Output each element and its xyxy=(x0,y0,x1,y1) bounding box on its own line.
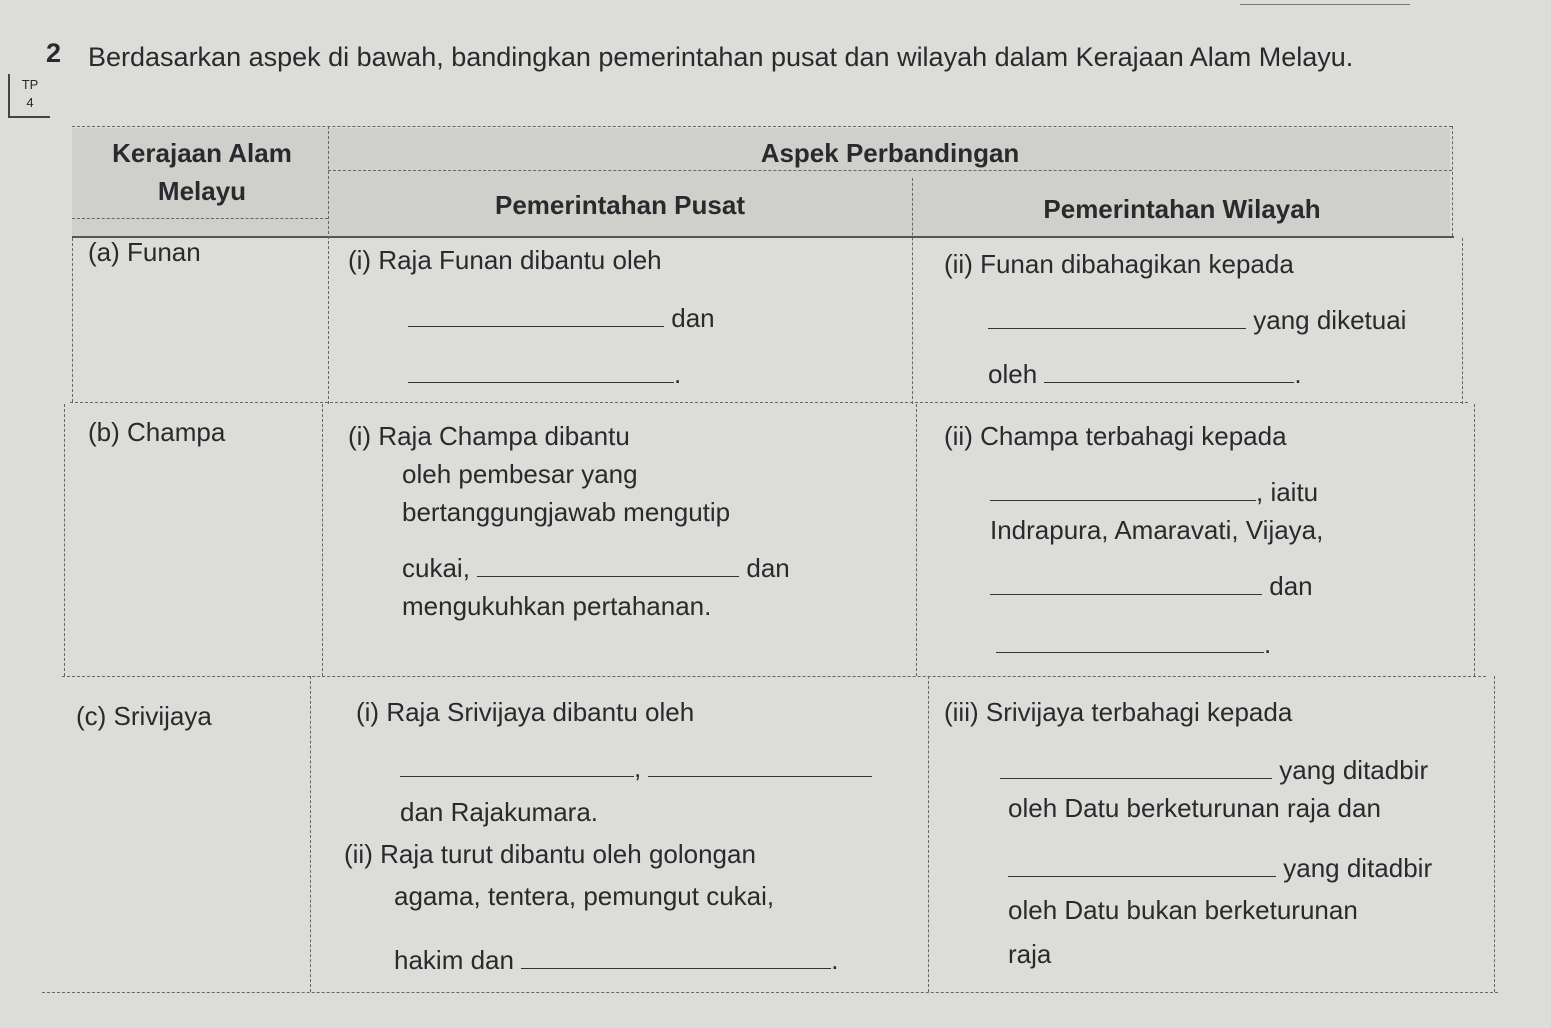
left-border-row-b xyxy=(64,404,65,676)
header-kerajaan: Kerajaan Alam Melayu xyxy=(112,138,292,206)
col2-divider-bottom xyxy=(928,676,929,992)
row-b-bottom-border xyxy=(62,676,1486,677)
answer-blank[interactable] xyxy=(990,572,1262,595)
answer-blank[interactable] xyxy=(408,360,674,383)
answer-blank[interactable] xyxy=(990,478,1256,501)
table-bottom-border xyxy=(42,992,1498,993)
header-pemerintahan-pusat: Pemerintahan Pusat xyxy=(495,190,745,220)
row-a-kingdom: (a) Funan xyxy=(88,237,201,267)
right-border-row-b xyxy=(1474,404,1475,676)
header-bottom-border xyxy=(72,236,1454,238)
row-c-pusat-line3: dan Rajakumara. xyxy=(400,797,598,827)
answer-blank[interactable] xyxy=(1008,854,1276,877)
top-edge-line xyxy=(1240,4,1410,5)
row-b-pusat-line3: bertanggungjawab mengutip xyxy=(402,497,731,527)
row-b-wilayah-line2: , iaitu xyxy=(990,474,1318,510)
right-border-header xyxy=(1452,126,1453,236)
row-c-pusat-line2: , xyxy=(400,750,872,786)
col2-divider-mid xyxy=(916,404,917,676)
row-b-wilayah-line5: . xyxy=(996,626,1271,662)
left-border-row-a xyxy=(72,238,73,402)
answer-blank[interactable] xyxy=(996,630,1264,653)
answer-blank[interactable] xyxy=(648,754,872,777)
row-b-wilayah-line3: Indrapura, Amaravati, Vijaya, xyxy=(990,515,1324,545)
row-c-wilayah-line4: yang ditadbir xyxy=(1008,850,1432,886)
question-text: Berdasarkan aspek di bawah, bandingkan pemerintahan pusat dan wilayah dalam Kerajaan Alam Melayu. xyxy=(88,42,1354,72)
right-border-row-a xyxy=(1462,238,1463,404)
row-b-pusat-line5: mengukuhkan pertahanan. xyxy=(402,591,712,621)
answer-blank[interactable] xyxy=(408,304,664,327)
row-a-wilayah-line3: oleh . xyxy=(988,359,1302,389)
row-c-pusat-line4: (ii) Raja turut dibantu oleh golongan xyxy=(344,839,756,869)
tp-level-badge xyxy=(8,74,50,118)
answer-blank[interactable] xyxy=(477,554,739,577)
answer-blank[interactable] xyxy=(1000,756,1272,779)
row-c-wilayah-line3: oleh Datu berketurunan raja dan xyxy=(1008,793,1381,823)
header-aspek-perbandingan: Aspek Perbandingan xyxy=(760,138,1020,168)
answer-blank[interactable] xyxy=(521,946,831,969)
row-c-wilayah-line2: yang ditadbir xyxy=(1000,752,1428,788)
right-border-row-c xyxy=(1494,676,1495,992)
col1-divider-mid xyxy=(322,404,323,676)
row-c-pusat-line1: (i) Raja Srivijaya dibantu oleh xyxy=(356,697,695,727)
answer-blank[interactable] xyxy=(1044,360,1294,383)
row-c-pusat-line6: hakim dan . xyxy=(394,945,839,975)
row-c-kingdom: (c) Srivijaya xyxy=(76,701,212,731)
row-a-pusat-line3: . xyxy=(408,356,681,392)
row-c-wilayah-line5: oleh Datu bukan berketurunan xyxy=(1008,895,1358,925)
row-b-pusat-line4: cukai, dan xyxy=(402,553,790,583)
row-a-wilayah-line2: yang diketuai xyxy=(988,302,1406,338)
row-c-wilayah-line1: (iii) Srivijaya terbahagi kepada xyxy=(944,697,1293,727)
row-b-pusat-line2: oleh pembesar yang xyxy=(402,459,638,489)
row-c-wilayah-line6: raja xyxy=(1008,939,1052,969)
row-a-pusat-line2: dan xyxy=(408,300,715,336)
row-a-wilayah-line1: (ii) Funan dibahagikan kepada xyxy=(944,249,1294,279)
row-c-pusat-line5: agama, tentera, pemungut cukai, xyxy=(394,881,775,911)
row-a-pusat-line1: (i) Raja Funan dibantu oleh xyxy=(348,245,662,275)
row-b-kingdom: (b) Champa xyxy=(88,417,226,447)
row-b-wilayah-line1: (ii) Champa terbahagi kepada xyxy=(944,421,1287,451)
row-a-bottom-border xyxy=(70,402,1468,403)
header-pemerintahan-wilayah: Pemerintahan Wilayah xyxy=(1043,194,1321,224)
comparison-table xyxy=(56,120,1486,990)
tp-label: TP xyxy=(21,77,39,92)
answer-blank[interactable] xyxy=(400,754,634,777)
answer-blank[interactable] xyxy=(988,306,1246,329)
col1-divider-bottom xyxy=(310,676,311,992)
header-col1-bottom xyxy=(72,218,328,219)
table-top-border xyxy=(72,126,1452,127)
row-b-pusat-line1: (i) Raja Champa dibantu xyxy=(348,421,630,451)
question-number: 2 xyxy=(46,38,62,68)
tp-level: 4 xyxy=(26,95,34,110)
row-b-wilayah-line4: dan xyxy=(990,568,1313,604)
